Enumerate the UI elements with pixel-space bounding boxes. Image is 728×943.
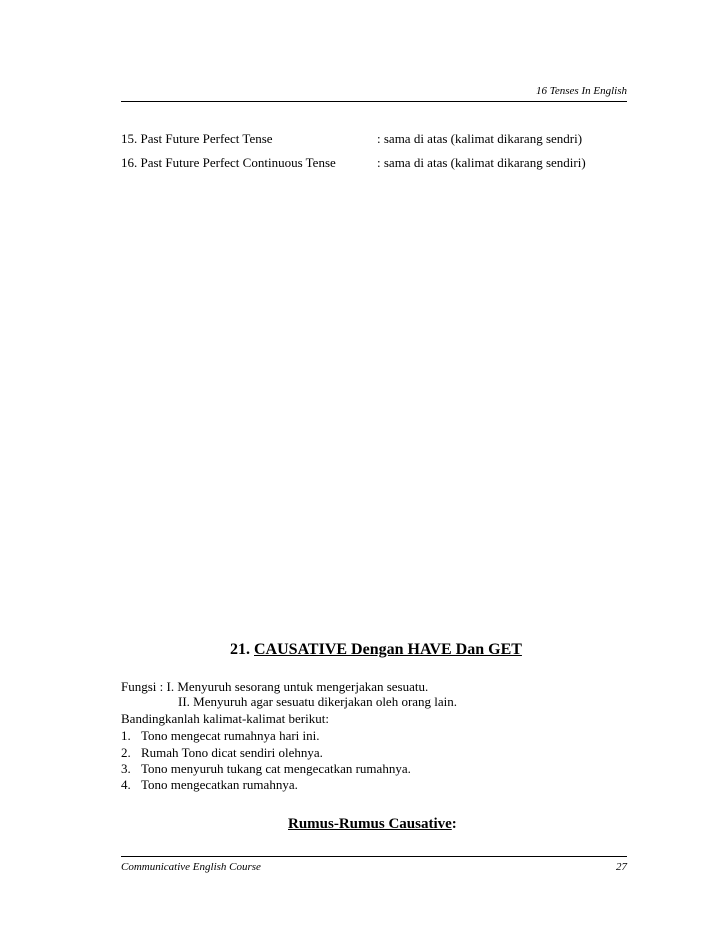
tense-description: : sama di atas (kalimat dikarang sendiri)	[377, 155, 586, 170]
tense-description: : sama di atas (kalimat dikarang sendri)	[377, 131, 583, 146]
list-text: Tono mengecat rumahnya hari ini.	[141, 728, 320, 743]
list-text: Tono menyuruh tukang cat mengecatkan rumahnya.	[141, 761, 411, 776]
list-number: 4.	[121, 777, 131, 792]
fungsi-line-1: Fungsi : I. Menyuruh sesorang untuk mengerjakan sesuatu.	[121, 679, 429, 694]
running-header: 16 Tenses In English	[536, 85, 627, 97]
tense-name: 15. Past Future Perfect Tense	[121, 131, 273, 146]
section-heading	[230, 641, 522, 659]
subsection-suffix: :	[451, 816, 457, 832]
tense-name: 16. Past Future Perfect Continuous Tense	[121, 155, 336, 170]
header-rule	[121, 101, 627, 102]
footer-course: Communicative English Course	[121, 861, 261, 873]
list-number: 3.	[121, 761, 131, 776]
subsection-title: Rumus-Rumus Causative	[288, 816, 452, 832]
list-number: 1.	[121, 728, 131, 743]
section-number: 21.	[230, 641, 250, 658]
list-text: Tono mengecatkan rumahnya.	[141, 777, 298, 792]
list-number: 2.	[121, 745, 131, 760]
page-number: 27	[616, 861, 627, 873]
subsection-heading	[288, 816, 457, 833]
footer-rule	[121, 856, 627, 857]
list-text: Rumah Tono dicat sendiri olehnya.	[141, 745, 323, 760]
section-title: CAUSATIVE Dengan HAVE Dan GET	[254, 641, 522, 658]
compare-intro: Bandingkanlah kalimat-kalimat berikut:	[121, 711, 329, 726]
fungsi-line-2: II. Menyuruh agar sesuatu dikerjakan oleh orang lain.	[178, 694, 458, 709]
